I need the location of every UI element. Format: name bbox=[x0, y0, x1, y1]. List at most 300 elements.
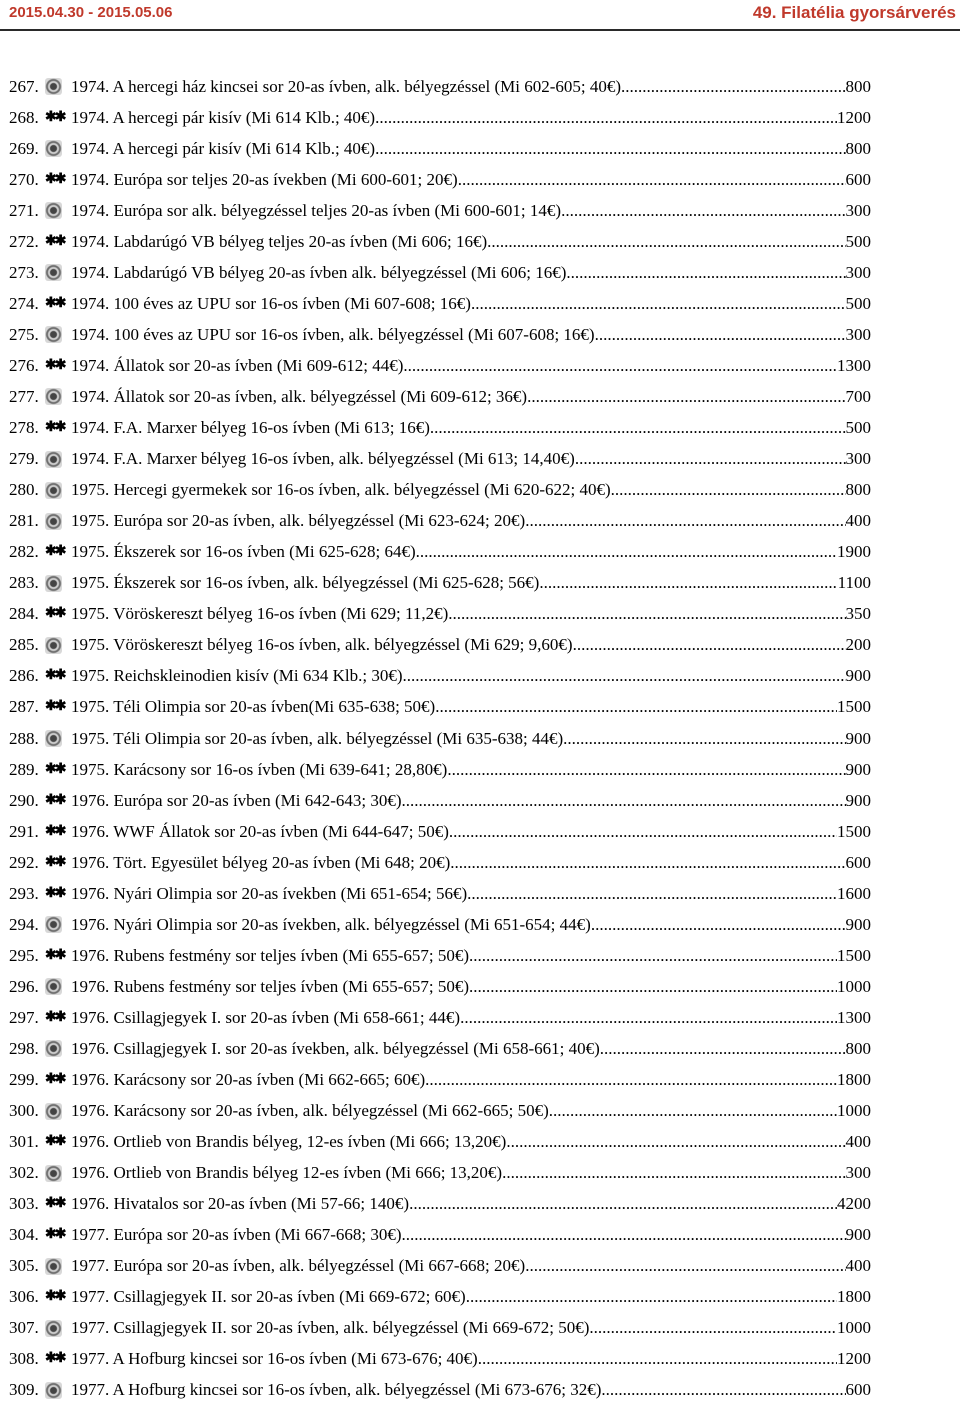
double-star-mint-icon: ✱✱ bbox=[45, 109, 65, 125]
starting-price: 1000 bbox=[837, 1318, 871, 1338]
lot-number: 276. bbox=[9, 355, 39, 375]
lot-description: 1977. A Hofburg kincsei sor 16-os ívben (Mi 673-676; 40€) bbox=[71, 1349, 478, 1369]
leader-dots bbox=[525, 511, 845, 531]
lot-description: 1974. Európa sor teljes 20-as ívekben (Mi 600-601; 20€) bbox=[71, 169, 458, 189]
lot-row bbox=[9, 1096, 871, 1127]
cancelled-stamp-icon bbox=[45, 78, 62, 95]
double-star-mint-icon: ✱✱ bbox=[45, 357, 65, 373]
condition-symbol bbox=[45, 1073, 71, 1087]
lot-number: 304. bbox=[9, 1225, 39, 1245]
lot-description: 1975. Ékszerek sor 16-os ívben, alk. bélyegzéssel (Mi 625-628; 56€) bbox=[71, 573, 540, 593]
lot-description: 1976. Csillagjegyek I. sor 20-as ívben (Mi 658-661; 44€) bbox=[71, 1007, 461, 1027]
lot-description: 1975. Hercegi gyermekek sor 16-os ívben, alk. bélyegzéssel (Mi 620-622; 40€) bbox=[71, 480, 611, 500]
cancelled-stamp-icon bbox=[45, 730, 62, 747]
starting-price: 900 bbox=[845, 914, 871, 934]
starting-price: 1300 bbox=[837, 355, 871, 375]
lot-number: 302. bbox=[9, 1163, 39, 1183]
condition-symbol bbox=[45, 1103, 71, 1120]
lot-row bbox=[9, 1313, 871, 1344]
lot-row bbox=[9, 475, 871, 506]
starting-price: 600 bbox=[845, 852, 871, 872]
leader-dots bbox=[595, 325, 846, 345]
lot-number: 297. bbox=[9, 1007, 39, 1027]
lot-number: 290. bbox=[9, 790, 39, 810]
condition-symbol bbox=[45, 1040, 71, 1057]
condition-symbol bbox=[45, 1382, 71, 1399]
condition-symbol bbox=[45, 545, 71, 559]
lot-description: 1976. Karácsony sor 20-as ívben, alk. bélyegzéssel (Mi 662-665; 50€) bbox=[71, 1101, 549, 1121]
lot-description: 1974. A hercegi pár kisív (Mi 614 Klb.; 40€) bbox=[71, 107, 376, 127]
starting-price: 700 bbox=[845, 386, 871, 406]
starting-price: 400 bbox=[845, 511, 871, 531]
starting-price: 800 bbox=[845, 480, 871, 500]
lot-description: 1974. Állatok sor 20-as ívben, alk. bélyegzéssel (Mi 609-612; 36€) bbox=[71, 386, 528, 406]
condition-symbol bbox=[45, 1258, 71, 1275]
lot-row bbox=[9, 599, 871, 630]
lot-number: 306. bbox=[9, 1287, 39, 1307]
starting-price: 350 bbox=[845, 604, 871, 624]
leader-dots bbox=[402, 1225, 846, 1245]
starting-price: 300 bbox=[845, 324, 871, 344]
leader-dots bbox=[469, 977, 837, 997]
cancelled-stamp-icon bbox=[45, 388, 62, 405]
lot-row bbox=[9, 878, 871, 909]
condition-symbol bbox=[45, 326, 71, 343]
leader-dots bbox=[402, 666, 845, 686]
cancelled-stamp-icon bbox=[45, 513, 62, 530]
lot-row bbox=[9, 195, 871, 226]
leader-dots bbox=[466, 1287, 837, 1307]
leader-dots bbox=[403, 356, 837, 376]
lot-row bbox=[9, 319, 871, 350]
condition-symbol bbox=[45, 607, 71, 621]
lot-number: 295. bbox=[9, 945, 39, 965]
condition-symbol bbox=[45, 388, 71, 405]
starting-price: 900 bbox=[845, 1225, 871, 1245]
lot-row bbox=[9, 661, 871, 692]
cancelled-stamp-icon bbox=[45, 140, 62, 157]
page-header bbox=[0, 0, 960, 30]
lot-row bbox=[9, 1065, 871, 1096]
cancelled-stamp-icon bbox=[45, 916, 62, 933]
leader-dots bbox=[448, 604, 845, 624]
condition-symbol bbox=[45, 856, 71, 870]
condition-symbol bbox=[45, 451, 71, 468]
lot-row bbox=[9, 71, 871, 102]
starting-price: 1600 bbox=[837, 883, 871, 903]
lot-number: 270. bbox=[9, 169, 39, 189]
lot-row bbox=[9, 1220, 871, 1251]
lot-number: 289. bbox=[9, 759, 39, 779]
lot-description: 1974. Labdarúgó VB bélyeg 20-as ívben alk. bélyegzéssel (Mi 606; 16€) bbox=[71, 262, 567, 282]
lot-number: 282. bbox=[9, 542, 39, 562]
lot-description: 1974. 100 éves az UPU sor 16-os ívben, alk. bélyegzéssel (Mi 607-608; 16€) bbox=[71, 324, 595, 344]
lot-number: 292. bbox=[9, 852, 39, 872]
starting-price: 1200 bbox=[837, 107, 871, 127]
leader-dots bbox=[566, 263, 845, 283]
lot-row bbox=[9, 257, 871, 288]
lot-description: 1975. Téli Olimpia sor 20-as ívben, alk. bélyegzéssel (Mi 635-638; 44€) bbox=[71, 728, 564, 748]
lot-list bbox=[9, 71, 871, 1406]
lot-row bbox=[9, 133, 871, 164]
lot-number: 273. bbox=[9, 262, 39, 282]
condition-symbol bbox=[45, 669, 71, 683]
lot-row bbox=[9, 164, 871, 195]
cancelled-stamp-icon bbox=[45, 1382, 62, 1399]
lot-number: 278. bbox=[9, 418, 39, 438]
lot-row bbox=[9, 1033, 871, 1064]
lot-number: 285. bbox=[9, 635, 39, 655]
condition-symbol bbox=[45, 1197, 71, 1211]
cancelled-stamp-icon bbox=[45, 1165, 62, 1182]
leader-dots bbox=[449, 822, 837, 842]
leader-dots bbox=[487, 232, 845, 252]
double-star-mint-icon: ✱✱ bbox=[45, 420, 65, 436]
lot-row bbox=[9, 723, 871, 754]
double-star-mint-icon: ✱✱ bbox=[45, 1009, 65, 1025]
lot-description: 1975. Vöröskereszt bélyeg 16-os ívben, alk. bélyegzéssel (Mi 629; 9,60€) bbox=[71, 635, 573, 655]
condition-symbol bbox=[45, 949, 71, 963]
starting-price: 1500 bbox=[837, 697, 871, 717]
double-star-mint-icon: ✱✱ bbox=[45, 1351, 65, 1367]
condition-symbol bbox=[45, 763, 71, 777]
condition-symbol bbox=[45, 1290, 71, 1304]
lot-row bbox=[9, 971, 871, 1002]
lot-description: 1975. Vöröskereszt bélyeg 16-os ívben (Mi 629; 11,2€) bbox=[71, 604, 449, 624]
lot-row bbox=[9, 692, 871, 723]
starting-price: 900 bbox=[845, 728, 871, 748]
starting-price: 900 bbox=[845, 759, 871, 779]
leader-dots bbox=[539, 573, 837, 593]
condition-symbol bbox=[45, 637, 71, 654]
cancelled-stamp-icon bbox=[45, 451, 62, 468]
lot-number: 307. bbox=[9, 1318, 39, 1338]
lot-description: 1975. Téli Olimpia sor 20-as ívben(Mi 635-638; 50€) bbox=[71, 697, 436, 717]
leader-dots bbox=[525, 1256, 845, 1276]
lot-description: 1976. Rubens festmény sor teljes ívben (Mi 655-657; 50€) bbox=[71, 945, 470, 965]
lot-number: 299. bbox=[9, 1070, 39, 1090]
leader-dots bbox=[506, 1132, 845, 1152]
double-star-mint-icon: ✱✱ bbox=[45, 761, 65, 777]
leader-dots bbox=[600, 1039, 846, 1059]
double-star-mint-icon: ✱✱ bbox=[45, 1196, 65, 1212]
lot-description: 1974. A hercegi pár kisív (Mi 614 Klb.; 40€) bbox=[71, 138, 376, 158]
lot-description: 1976. Ortlieb von Brandis bélyeg, 12-es ívben (Mi 666; 13,20€) bbox=[71, 1132, 507, 1152]
lot-row bbox=[9, 506, 871, 537]
starting-price: 500 bbox=[845, 418, 871, 438]
condition-symbol bbox=[45, 359, 71, 373]
lot-row bbox=[9, 1344, 871, 1375]
starting-price: 1500 bbox=[837, 821, 871, 841]
lot-row bbox=[9, 1127, 871, 1158]
lot-description: 1977. Európa sor 20-as ívben, alk. bélyegzéssel (Mi 667-668; 20€) bbox=[71, 1256, 526, 1276]
cancelled-stamp-icon bbox=[45, 202, 62, 219]
starting-price: 1100 bbox=[837, 573, 871, 593]
lot-description: 1975. Európa sor 20-as ívben, alk. bélyegzéssel (Mi 623-624; 20€) bbox=[71, 511, 526, 531]
double-star-mint-icon: ✱✱ bbox=[45, 1072, 65, 1088]
leader-dots bbox=[589, 1318, 837, 1338]
lot-description: 1977. A Hofburg kincsei sor 16-os ívben, alk. bélyegzéssel (Mi 673-676; 32€) bbox=[71, 1380, 602, 1400]
starting-price: 900 bbox=[845, 666, 871, 686]
cancelled-stamp-icon bbox=[45, 1040, 62, 1057]
lot-number: 293. bbox=[9, 883, 39, 903]
leader-dots bbox=[375, 139, 845, 159]
condition-symbol bbox=[45, 1011, 71, 1025]
leader-dots bbox=[467, 884, 837, 904]
lot-row bbox=[9, 413, 871, 444]
lot-description: 1975. Karácsony sor 16-os ívben (Mi 639-641; 28,80€) bbox=[71, 759, 448, 779]
condition-symbol bbox=[45, 202, 71, 219]
cancelled-stamp-icon bbox=[45, 264, 62, 281]
leader-dots bbox=[502, 1163, 845, 1183]
starting-price: 1200 bbox=[837, 1349, 871, 1369]
lot-description: 1974. Labdarúgó VB bélyeg teljes 20-as ívben (Mi 606; 16€) bbox=[71, 231, 488, 251]
lot-description: 1976. Nyári Olimpia sor 20-as ívekben (Mi 651-654; 56€) bbox=[71, 883, 468, 903]
lot-number: 272. bbox=[9, 231, 39, 251]
double-star-mint-icon: ✱✱ bbox=[45, 1134, 65, 1150]
lot-row bbox=[9, 785, 871, 816]
double-star-mint-icon: ✱✱ bbox=[45, 233, 65, 249]
lot-number: 275. bbox=[9, 324, 39, 344]
double-star-mint-icon: ✱✱ bbox=[45, 668, 65, 684]
starting-price: 300 bbox=[845, 449, 871, 469]
lot-description: 1975. Reichskleinodien kisív (Mi 634 Klb.; 30€) bbox=[71, 666, 403, 686]
lot-number: 274. bbox=[9, 293, 39, 313]
double-star-mint-icon: ✱✱ bbox=[45, 823, 65, 839]
double-star-mint-icon: ✱✱ bbox=[45, 885, 65, 901]
lot-description: 1977. Csillagjegyek II. sor 20-as ívben (Mi 669-672; 60€) bbox=[71, 1287, 466, 1307]
cancelled-stamp-icon bbox=[45, 482, 62, 499]
leader-dots bbox=[447, 760, 845, 780]
lot-number: 267. bbox=[9, 76, 39, 96]
double-star-mint-icon: ✱✱ bbox=[45, 792, 65, 808]
condition-symbol bbox=[45, 916, 71, 933]
auction-dates: 2015.04.30 - 2015.05.06 bbox=[9, 4, 173, 21]
condition-symbol bbox=[45, 421, 71, 435]
lot-description: 1974. Állatok sor 20-as ívben (Mi 609-612; 44€) bbox=[71, 355, 404, 375]
condition-symbol bbox=[45, 1320, 71, 1337]
lot-number: 277. bbox=[9, 386, 39, 406]
lot-row bbox=[9, 847, 871, 878]
leader-dots bbox=[375, 108, 837, 128]
lot-row bbox=[9, 1158, 871, 1189]
lot-number: 283. bbox=[9, 573, 39, 593]
lot-number: 301. bbox=[9, 1132, 39, 1152]
lot-row bbox=[9, 940, 871, 971]
double-star-mint-icon: ✱✱ bbox=[45, 947, 65, 963]
condition-symbol bbox=[45, 825, 71, 839]
condition-symbol bbox=[45, 297, 71, 311]
lot-description: 1974. A hercegi ház kincsei sor 20-as ívben, alk. bélyegzéssel (Mi 602-605; 40€) bbox=[71, 76, 622, 96]
leader-dots bbox=[621, 77, 845, 97]
double-star-mint-icon: ✱✱ bbox=[45, 171, 65, 187]
condition-symbol bbox=[45, 1165, 71, 1182]
condition-symbol bbox=[45, 730, 71, 747]
starting-price: 400 bbox=[845, 1256, 871, 1276]
starting-price: 400 bbox=[845, 1132, 871, 1152]
lot-number: 269. bbox=[9, 138, 39, 158]
condition-symbol bbox=[45, 575, 71, 592]
starting-price: 800 bbox=[845, 1038, 871, 1058]
lot-description: 1976. Tört. Egyesület bélyeg 20-as ívben (Mi 648; 20€) bbox=[71, 852, 451, 872]
lot-number: 303. bbox=[9, 1194, 39, 1214]
lot-description: 1974. 100 éves az UPU sor 16-os ívben (Mi 607-608; 16€) bbox=[71, 293, 471, 313]
auction-title: 49. Filatélia gyorsárverés bbox=[752, 3, 956, 22]
cancelled-stamp-icon bbox=[45, 326, 62, 343]
starting-price: 1800 bbox=[837, 1070, 871, 1090]
lot-number: 286. bbox=[9, 666, 39, 686]
cancelled-stamp-icon bbox=[45, 1320, 62, 1337]
starting-price: 300 bbox=[845, 262, 871, 282]
starting-price: 1900 bbox=[837, 542, 871, 562]
condition-symbol bbox=[45, 173, 71, 187]
lot-number: 309. bbox=[9, 1380, 39, 1400]
lot-number: 294. bbox=[9, 914, 39, 934]
leader-dots bbox=[601, 1380, 845, 1400]
starting-price: 600 bbox=[845, 1380, 871, 1400]
lot-row bbox=[9, 537, 871, 568]
leader-dots bbox=[611, 480, 846, 500]
starting-price: 4200 bbox=[837, 1194, 871, 1214]
condition-symbol bbox=[45, 140, 71, 157]
lot-number: 305. bbox=[9, 1256, 39, 1276]
starting-price: 1000 bbox=[837, 976, 871, 996]
leader-dots bbox=[471, 294, 846, 314]
lot-row bbox=[9, 444, 871, 475]
starting-price: 300 bbox=[845, 1163, 871, 1183]
lot-row bbox=[9, 226, 871, 257]
starting-price: 1000 bbox=[837, 1101, 871, 1121]
starting-price: 900 bbox=[845, 790, 871, 810]
lot-description: 1977. Csillagjegyek II. sor 20-as ívben, alk. bélyegzéssel (Mi 669-672; 50€) bbox=[71, 1318, 590, 1338]
cancelled-stamp-icon bbox=[45, 575, 62, 592]
lot-description: 1976. Ortlieb von Brandis bélyeg 12-es ívben (Mi 666; 13,20€) bbox=[71, 1163, 503, 1183]
starting-price: 1800 bbox=[837, 1287, 871, 1307]
leader-dots bbox=[591, 915, 846, 935]
starting-price: 500 bbox=[845, 293, 871, 313]
lot-description: 1974. F.A. Marxer bélyeg 16-os ívben, alk. bélyegzéssel (Mi 613; 14,40€) bbox=[71, 449, 575, 469]
leader-dots bbox=[458, 170, 846, 190]
lot-number: 288. bbox=[9, 728, 39, 748]
lot-row bbox=[9, 381, 871, 412]
leader-dots bbox=[563, 729, 845, 749]
leader-dots bbox=[416, 542, 837, 562]
lot-row bbox=[9, 288, 871, 319]
starting-price: 1300 bbox=[837, 1007, 871, 1027]
lot-description: 1976. Hivatalos sor 20-as ívben (Mi 57-66; 140€) bbox=[71, 1194, 410, 1214]
double-star-mint-icon: ✱✱ bbox=[45, 854, 65, 870]
condition-symbol bbox=[45, 1228, 71, 1242]
leader-dots bbox=[435, 697, 837, 717]
leader-dots bbox=[573, 635, 846, 655]
lot-row bbox=[9, 909, 871, 940]
lot-description: 1977. Európa sor 20-as ívben (Mi 667-668; 30€) bbox=[71, 1225, 402, 1245]
lot-number: 298. bbox=[9, 1038, 39, 1058]
lot-description: 1976. Nyári Olimpia sor 20-as ívekben, alk. bélyegzéssel (Mi 651-654; 44€) bbox=[71, 914, 591, 934]
lot-description: 1975. Ékszerek sor 16-os ívben (Mi 625-628; 64€) bbox=[71, 542, 416, 562]
leader-dots bbox=[575, 449, 846, 469]
lot-row bbox=[9, 1189, 871, 1220]
lot-row bbox=[9, 1282, 871, 1313]
leader-dots bbox=[425, 1070, 837, 1090]
leader-dots bbox=[469, 946, 837, 966]
condition-symbol bbox=[45, 978, 71, 995]
double-star-mint-icon: ✱✱ bbox=[45, 544, 65, 560]
lot-description: 1976. Karácsony sor 20-as ívben (Mi 662-665; 60€) bbox=[71, 1070, 426, 1090]
leader-dots bbox=[460, 1008, 837, 1028]
lot-description: 1976. Rubens festmény sor teljes ívben (Mi 655-657; 50€) bbox=[71, 976, 470, 996]
starting-price: 800 bbox=[845, 138, 871, 158]
leader-dots bbox=[409, 1194, 837, 1214]
lot-number: 308. bbox=[9, 1349, 39, 1369]
starting-price: 600 bbox=[845, 169, 871, 189]
lot-row bbox=[9, 568, 871, 599]
starting-price: 1500 bbox=[837, 945, 871, 965]
condition-symbol bbox=[45, 482, 71, 499]
leader-dots bbox=[402, 791, 846, 811]
lot-description: 1976. WWF Állatok sor 20-as ívben (Mi 644-647; 50€) bbox=[71, 821, 449, 841]
starting-price: 500 bbox=[845, 231, 871, 251]
starting-price: 200 bbox=[845, 635, 871, 655]
condition-symbol bbox=[45, 78, 71, 95]
condition-symbol bbox=[45, 1352, 71, 1366]
lot-row bbox=[9, 1375, 871, 1406]
lot-row bbox=[9, 630, 871, 661]
lot-number: 268. bbox=[9, 107, 39, 127]
leader-dots bbox=[561, 201, 845, 221]
lot-number: 271. bbox=[9, 200, 39, 220]
lot-description: 1974. F.A. Marxer bélyeg 16-os ívben (Mi 613; 16€) bbox=[71, 418, 430, 438]
lot-row bbox=[9, 754, 871, 785]
condition-symbol bbox=[45, 794, 71, 808]
leader-dots bbox=[549, 1101, 837, 1121]
lot-number: 280. bbox=[9, 480, 39, 500]
leader-dots bbox=[430, 418, 846, 438]
header-divider bbox=[0, 29, 960, 31]
lot-number: 287. bbox=[9, 697, 39, 717]
condition-symbol bbox=[45, 264, 71, 281]
double-star-mint-icon: ✱✱ bbox=[45, 1227, 65, 1243]
starting-price: 800 bbox=[845, 76, 871, 96]
lot-row bbox=[9, 350, 871, 381]
condition-symbol bbox=[45, 700, 71, 714]
lot-description: 1976. Csillagjegyek I. sor 20-as ívekben, alk. bélyegzéssel (Mi 658-661; 40€) bbox=[71, 1038, 600, 1058]
leader-dots bbox=[527, 387, 845, 407]
lot-row bbox=[9, 1002, 871, 1033]
lot-number: 291. bbox=[9, 821, 39, 841]
double-star-mint-icon: ✱✱ bbox=[45, 699, 65, 715]
leader-dots bbox=[450, 853, 845, 873]
lot-number: 296. bbox=[9, 976, 39, 996]
leader-dots bbox=[478, 1349, 837, 1369]
cancelled-stamp-icon bbox=[45, 1103, 62, 1120]
starting-price: 300 bbox=[845, 200, 871, 220]
double-star-mint-icon: ✱✱ bbox=[45, 606, 65, 622]
lot-number: 300. bbox=[9, 1101, 39, 1121]
condition-symbol bbox=[45, 887, 71, 901]
condition-symbol bbox=[45, 1135, 71, 1149]
lot-row bbox=[9, 102, 871, 133]
double-star-mint-icon: ✱✱ bbox=[45, 295, 65, 311]
lot-description: 1974. Európa sor alk. bélyegzéssel teljes 20-as ívben (Mi 600-601; 14€) bbox=[71, 200, 562, 220]
condition-symbol bbox=[45, 111, 71, 125]
lot-row bbox=[9, 1251, 871, 1282]
lot-row bbox=[9, 816, 871, 847]
cancelled-stamp-icon bbox=[45, 637, 62, 654]
double-star-mint-icon: ✱✱ bbox=[45, 1289, 65, 1305]
lot-number: 281. bbox=[9, 511, 39, 531]
condition-symbol bbox=[45, 235, 71, 249]
